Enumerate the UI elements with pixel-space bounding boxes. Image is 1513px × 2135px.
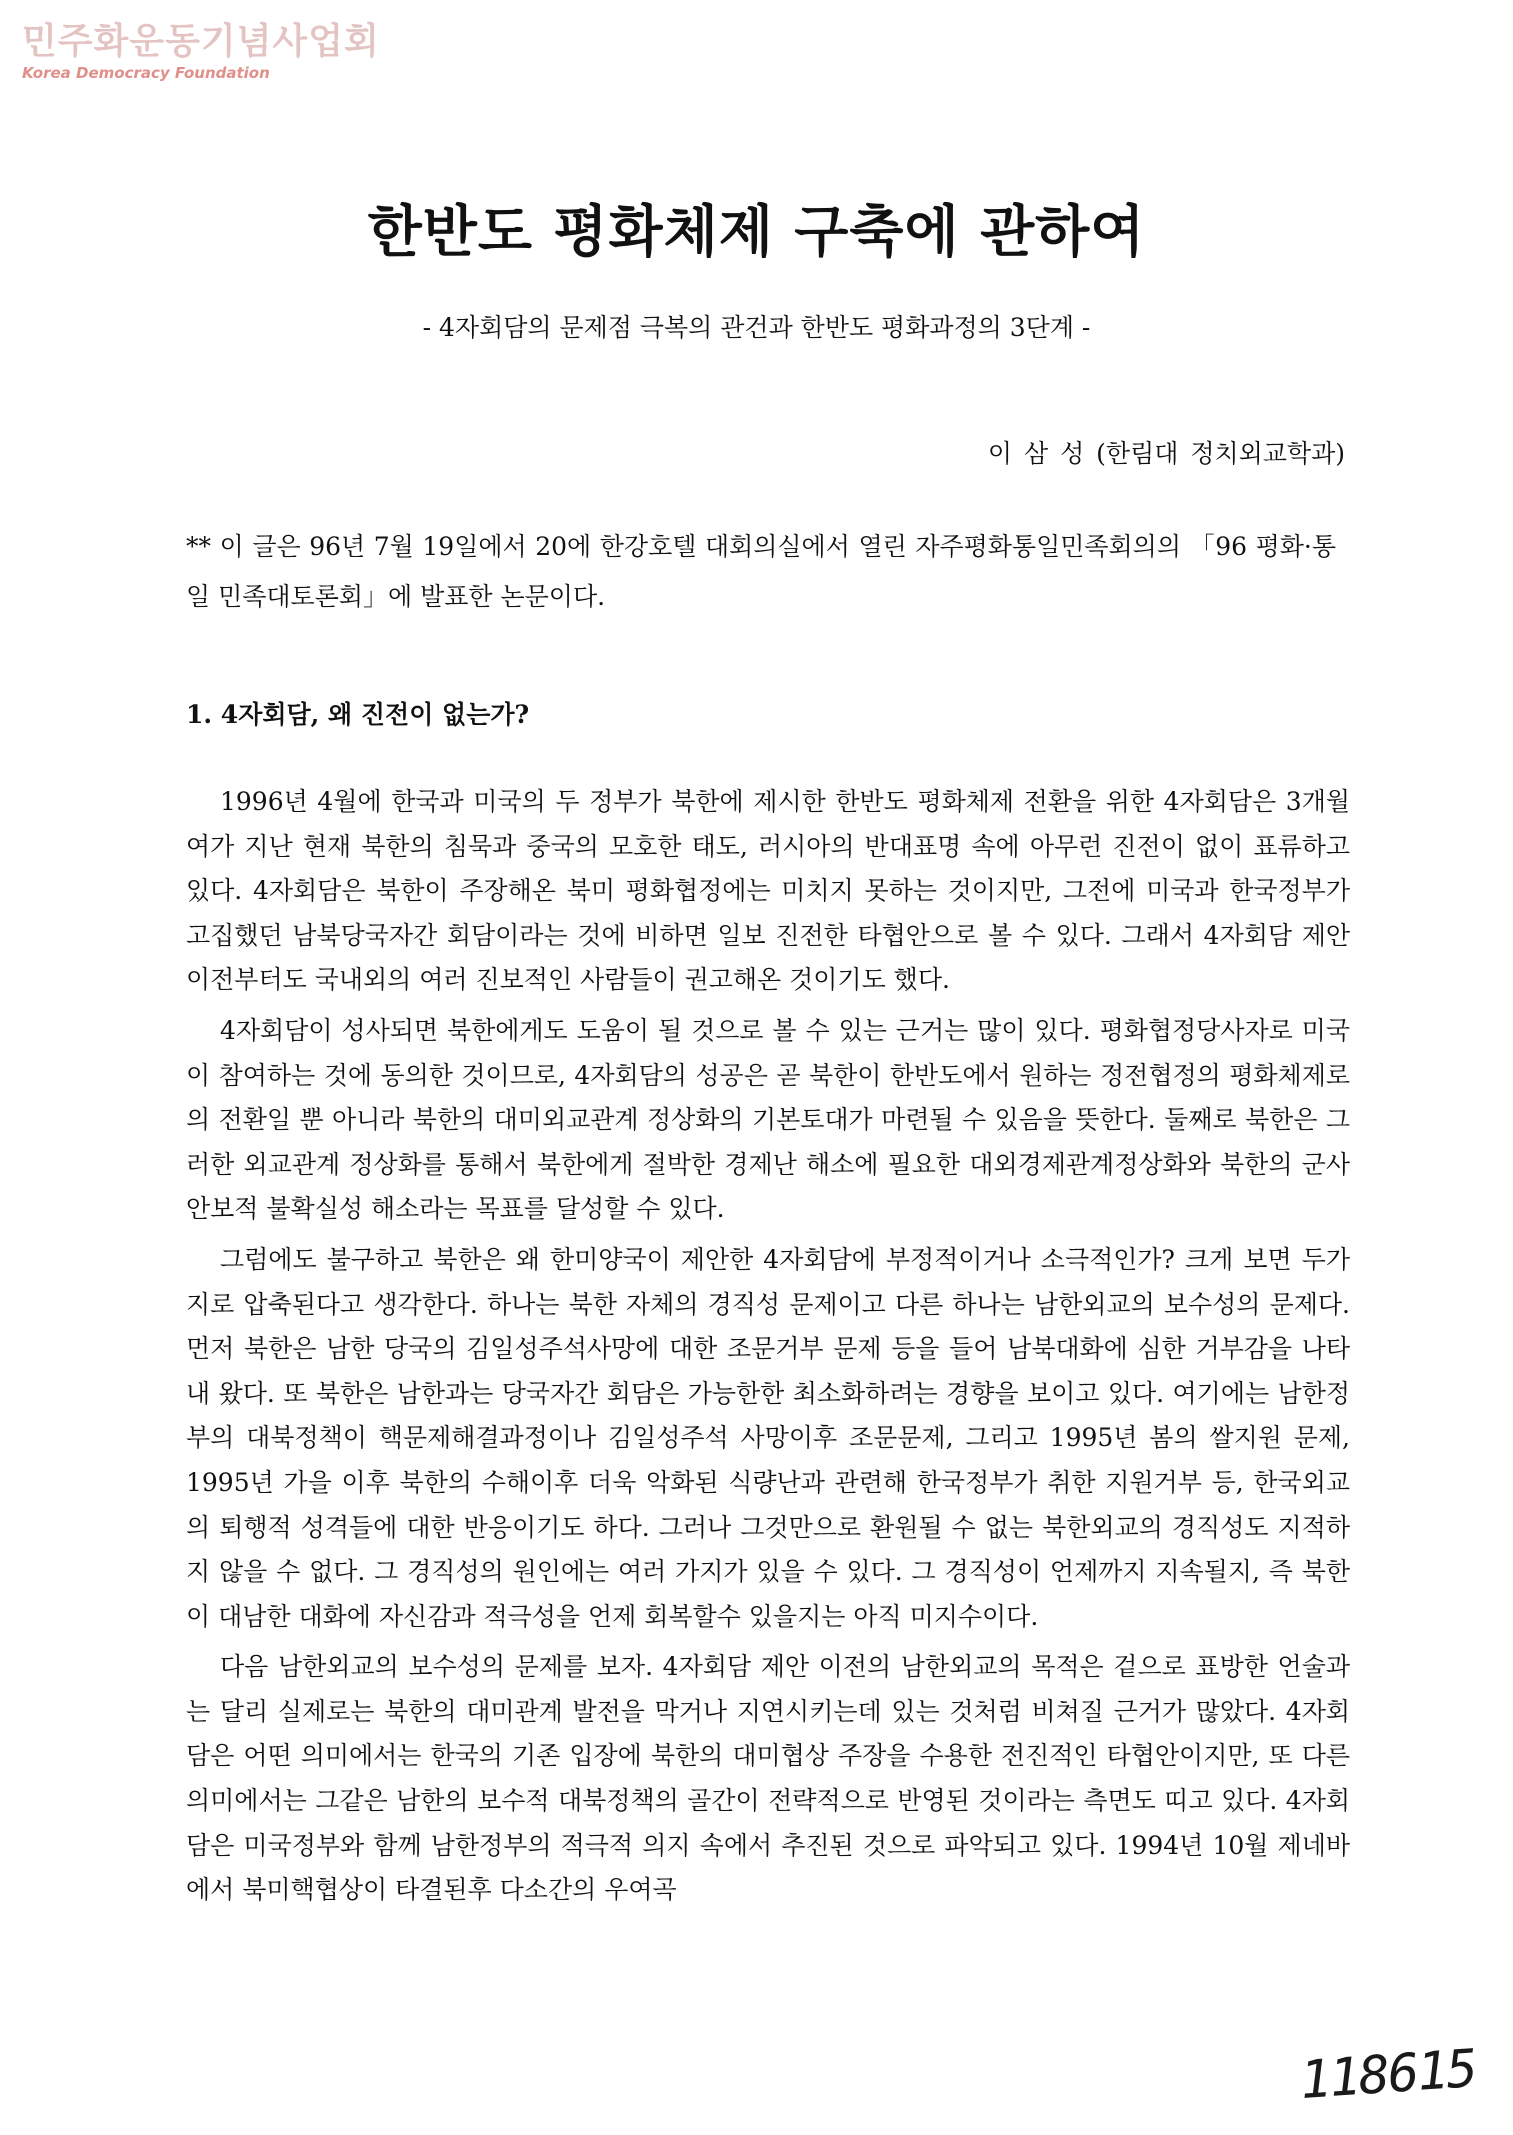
publication-note: ** 이 글은 96년 7월 19일에서 20에 한강호텔 대회의실에서 열린 자주평화통일민족회의의 「96 평화·통일 민족대토론회」에 발표한 논문이다. bbox=[186, 532, 1336, 611]
paragraph: 1996년 4월에 한국과 미국의 두 정부가 북한에 제시한 한반도 평화체제 전환을 위한 4자회담은 3개월여가 지난 현재 북한의 침묵과 중국의 모호한 태도, 러시아의 반대표명 속에 아무런 진전이 없이 표류하고 있다. 4자회담은 북한이 주장해온 북미 평화협정에는 미치지 못하는 것이지만, 그전에 미국과 한국정부가 고집했던 남북당국자간 회담이라는 것에 비하면 일보 진전한 타협안으로 볼 수 있다. 그래서 4자회담 제안 이전부터도 국내외의 여러 진보적인 사람들이 권고해온 것이기도 했다. bbox=[186, 787, 1350, 995]
document-subtitle: - 4자회담의 문제점 극복의 관건과 한반도 평화과정의 3단계 - bbox=[422, 313, 1091, 342]
document-title: 한반도 평화체제 구축에 관하여 bbox=[367, 200, 1146, 265]
foundation-watermark bbox=[22, 22, 380, 82]
body-text bbox=[186, 780, 1350, 1913]
author-line: 이 삼 성 (한림대 정치외교학과) bbox=[987, 439, 1345, 468]
watermark-korean: 민주화운동기념사업회 bbox=[22, 21, 380, 62]
paragraph: 그럼에도 불구하고 북한은 왜 한미양국이 제안한 4자회담에 부정적이거나 소극적인가? 크게 보면 두가지로 압축된다고 생각한다. 하나는 북한 자체의 경직성 문제이고 다른 하나는 남한외교의 보수성의 문제다. 먼저 북한은 남한 당국의 김일성주석사망에 대한 조문거부 문제 등을 들어 남북대화에 심한 거부감을 나타내 왔다. 또 북한은 남한과는 당국자간 회담은 가능한한 최소화하려는 경향을 보이고 있다. 여기에는 남한정부의 대북정책이 핵문제해결과정이나 김일성주석 사망이후 조문문제, 그리고 1995년 봄의 쌀지원 문제, 1995년 가을 이후 북한의 수해이후 더욱 악화된 식량난과 관련해 한국정부가 취한 지원거부 등, 한국외교의 퇴행적 성격들에 대한 반응이기도 하다. 그러나 그것만으로 환원될 수 없는 북한외교의 경직성도 지적하지 않을 수 없다. 그 경직성의 원인에는 여러 가지가 있을 수 있다. 그 경직성이 언제까지 지속될지, 즉 북한이 대남한 대화에 자신감과 적극성을 언제 회복할수 있을지는 아직 미지수이다. bbox=[186, 1244, 1350, 1631]
watermark-english: Korea Democracy Foundation bbox=[22, 64, 270, 82]
paragraph: 다음 남한외교의 보수성의 문제를 보자. 4자회담 제안 이전의 남한외교의 목적은 겉으로 표방한 언술과는 달리 실제로는 북한의 대미관계 발전을 막거나 지연시키는데 있는 것처럼 비쳐질 근거가 많았다. 4자회담은 어떤 의미에서는 한국의 기존 입장에 북한의 대미협상 주장을 수용한 전진적인 타협안이지만, 또 다른 의미에서는 그같은 남한의 보수적 대북정책의 골간이 전략적으로 반영된 것이라는 측면도 띠고 있다. 4자회담은 미국정부와 함께 남한정부의 적극적 의지 속에서 추진된 것으로 파악되고 있다. 1994년 10월 제네바에서 북미핵협상이 타결된후 다소간의 우여곡 bbox=[186, 1652, 1350, 1905]
handwritten-page-marker: 118615 bbox=[1298, 2038, 1478, 2112]
section-heading: 1. 4자회담, 왜 진전이 없는가? bbox=[186, 700, 530, 729]
paragraph: 4자회담이 성사되면 북한에게도 도움이 될 것으로 볼 수 있는 근거는 많이 있다. 평화협정당사자로 미국이 참여하는 것에 동의한 것이므로, 4자회담의 성공은 곧 북한이 한반도에서 원하는 정전협정의 평화체제로의 전환일 뿐 아니라 북한의 대미외교관계 정상화의 기본토대가 마련될 수 있음을 뜻한다. 둘째로 북한은 그러한 외교관계 정상화를 통해서 북한에게 절박한 경제난 해소에 필요한 대외경제관계정상화와 북한의 군사안보적 불확실성 해소라는 목표를 달성할 수 있다. bbox=[186, 1015, 1350, 1224]
